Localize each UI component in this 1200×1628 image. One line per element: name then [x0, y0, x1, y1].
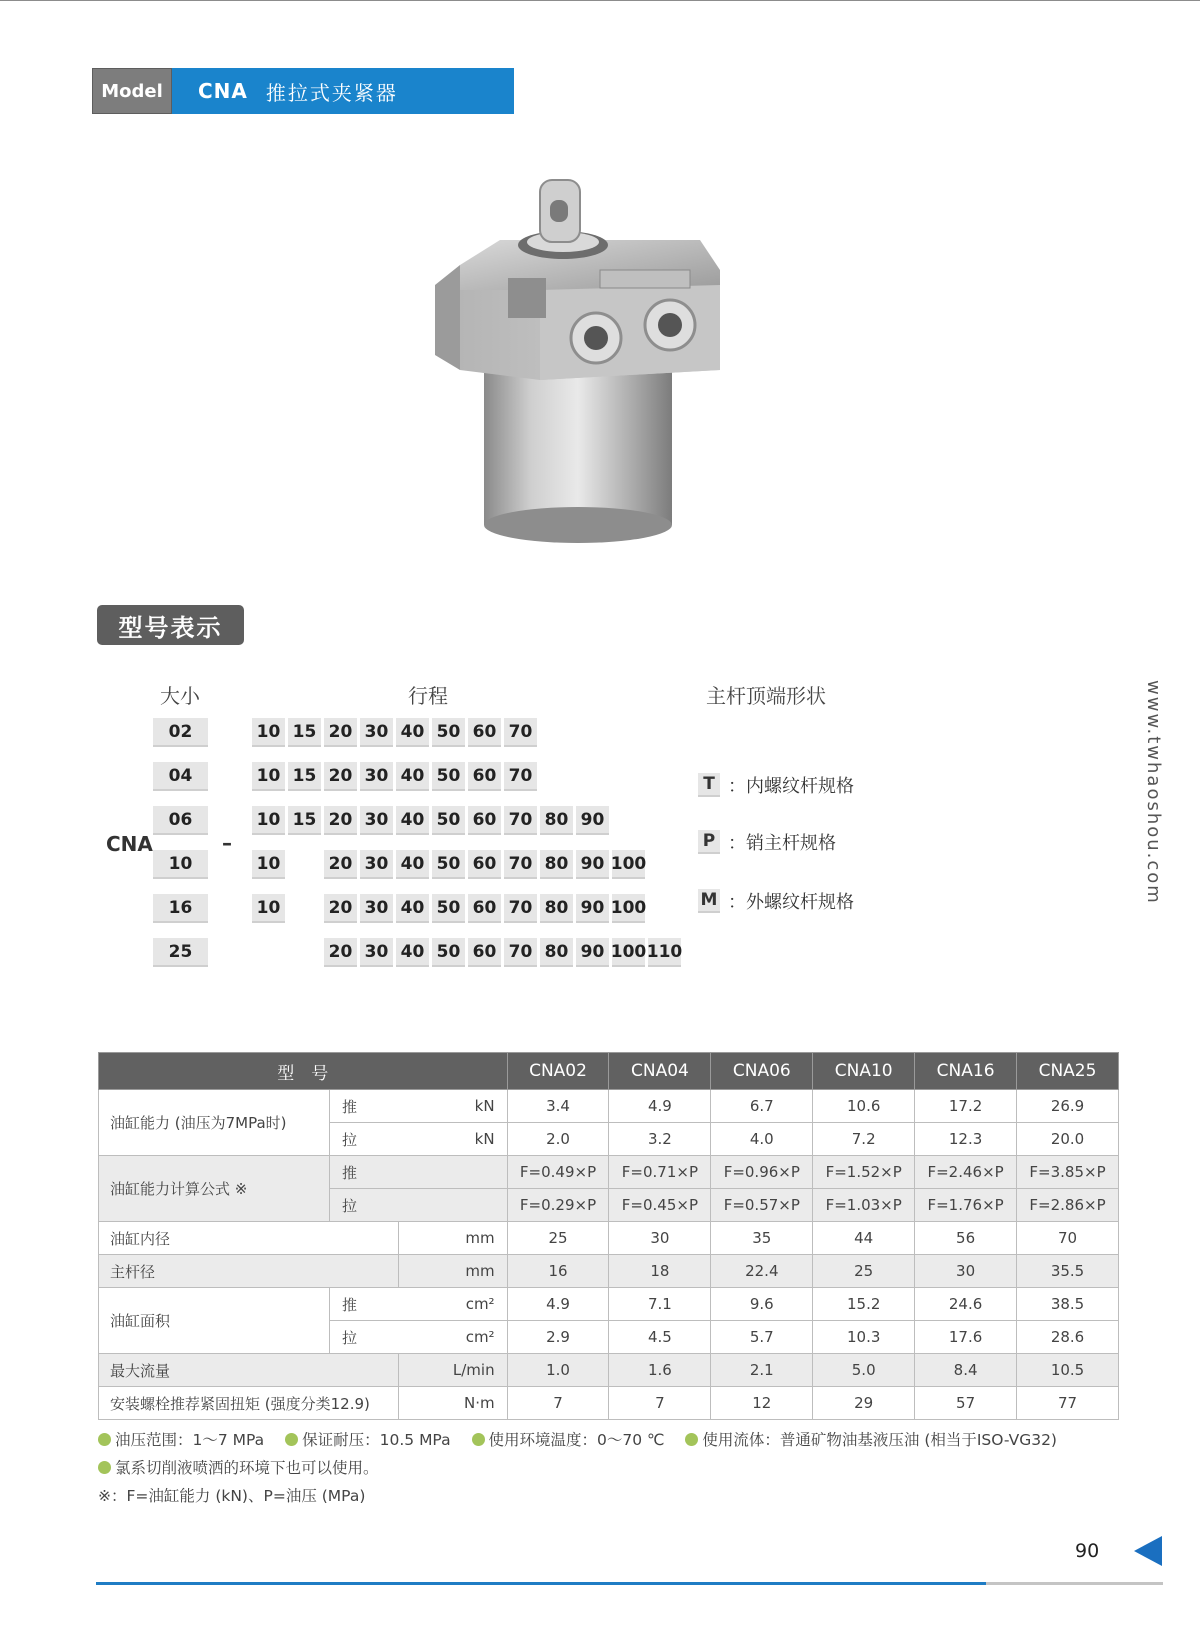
stroke-box: 30 — [360, 850, 393, 879]
product-image — [400, 170, 780, 570]
cell: 1.0 — [507, 1354, 609, 1387]
table-row — [99, 1222, 1119, 1255]
size-box: 10 — [153, 850, 208, 879]
model-header: CNA04 — [609, 1053, 711, 1090]
cell: 25 — [813, 1255, 915, 1288]
cell: 35.5 — [1017, 1255, 1119, 1288]
cell: 10.6 — [813, 1090, 915, 1123]
size-box: 06 — [153, 806, 208, 835]
cell: 7 — [507, 1387, 609, 1420]
table-row — [99, 1354, 1119, 1387]
top-rule — [0, 0, 1200, 1]
stroke-box: 15 — [288, 762, 321, 791]
cell: 3.2 — [609, 1123, 711, 1156]
sub-label: 推 — [330, 1090, 399, 1123]
unit: N·m — [398, 1387, 507, 1420]
table-row — [99, 1090, 1119, 1123]
cell: 4.0 — [711, 1123, 813, 1156]
sub-label: 拉 — [330, 1189, 399, 1222]
cell: F=2.46×P — [915, 1156, 1017, 1189]
cell: 3.4 — [507, 1090, 609, 1123]
stroke-box: 20 — [324, 718, 357, 747]
table-row — [99, 1156, 1119, 1189]
table-header-row — [99, 1053, 1119, 1090]
tip-desc: ：内螺纹杆规格 — [728, 776, 854, 797]
cell: 10.3 — [813, 1321, 915, 1354]
stroke-box: 10 — [252, 718, 285, 747]
stroke-box: 40 — [396, 806, 429, 835]
cell: 2.1 — [711, 1354, 813, 1387]
sub-label: 拉 — [330, 1123, 399, 1156]
cell: 9.6 — [711, 1288, 813, 1321]
row-label: 油缸能力计算公式 ※ — [99, 1156, 330, 1222]
cell: 28.6 — [1017, 1321, 1119, 1354]
stroke-box: 10 — [252, 762, 285, 791]
unit: L/min — [398, 1354, 507, 1387]
cell: 56 — [915, 1222, 1017, 1255]
stroke-box: 70 — [504, 938, 537, 967]
note: 使用流体：普通矿物油基液压油 (相当于ISO-VG32) — [702, 1431, 1057, 1449]
stroke-box: 70 — [504, 850, 537, 879]
tip-desc: ：外螺纹杆规格 — [728, 892, 854, 913]
stroke-box: 90 — [576, 806, 609, 835]
stroke-box: 10 — [252, 850, 285, 879]
cell: 7 — [609, 1387, 711, 1420]
cell: 35 — [711, 1222, 813, 1255]
cell: 7.2 — [813, 1123, 915, 1156]
size-box: 25 — [153, 938, 208, 967]
header-label: 型 号 — [99, 1053, 508, 1090]
cell: 44 — [813, 1222, 915, 1255]
cell: 4.9 — [507, 1288, 609, 1321]
cell: 4.5 — [609, 1321, 711, 1354]
bottom-rule — [96, 1582, 1163, 1585]
row-label: 油缸内径 — [99, 1222, 399, 1255]
stroke-box: 30 — [360, 894, 393, 923]
bullet-icon — [98, 1433, 111, 1446]
model-name: 推拉式夹紧器 — [265, 80, 398, 105]
tip-key: P — [698, 830, 720, 854]
stroke-box: 10 — [252, 894, 285, 923]
size-box: 16 — [153, 894, 208, 923]
unit: mm — [398, 1222, 507, 1255]
cell: 20.0 — [1017, 1123, 1119, 1156]
cell: 7.1 — [609, 1288, 711, 1321]
note: 油压范围：1～7 MPa — [115, 1431, 265, 1449]
note: 保证耐压：10.5 MPa — [302, 1431, 451, 1449]
cell: 29 — [813, 1387, 915, 1420]
stroke-box: 60 — [468, 806, 501, 835]
section-title: 型号表示 — [97, 605, 244, 645]
tip-desc: ：销主杆规格 — [728, 833, 836, 854]
stroke-box: 100 — [612, 894, 645, 923]
stroke-box: 80 — [540, 938, 573, 967]
tip-option-p — [698, 829, 836, 855]
bullet-icon — [285, 1433, 298, 1446]
stroke-box: 10 — [252, 806, 285, 835]
stroke-box: 20 — [324, 806, 357, 835]
cell: 38.5 — [1017, 1288, 1119, 1321]
cell: F=2.86×P — [1017, 1189, 1119, 1222]
designation-prefix: CNA — [106, 832, 153, 856]
bullet-icon — [472, 1433, 485, 1446]
cell: F=0.49×P — [507, 1156, 609, 1189]
stroke-box: 20 — [324, 850, 357, 879]
unit: cm² — [398, 1288, 507, 1321]
stroke-box: 40 — [396, 718, 429, 747]
tip-label: 主杆顶端形状 — [706, 684, 826, 708]
stroke-box: 30 — [360, 806, 393, 835]
stroke-box: 110 — [648, 938, 681, 967]
page-arrow-icon — [1134, 1536, 1162, 1566]
stroke-box: 70 — [504, 894, 537, 923]
stroke-box: 90 — [576, 894, 609, 923]
stroke-box: 40 — [396, 762, 429, 791]
stroke-box: 60 — [468, 718, 501, 747]
cell: F=0.29×P — [507, 1189, 609, 1222]
cell: 5.7 — [711, 1321, 813, 1354]
cell: 6.7 — [711, 1090, 813, 1123]
cell: 30 — [915, 1255, 1017, 1288]
stroke-box: 80 — [540, 850, 573, 879]
sub-label: 拉 — [330, 1321, 399, 1354]
stroke-box: 100 — [612, 938, 645, 967]
tip-key: M — [698, 889, 720, 913]
stroke-box: 30 — [360, 938, 393, 967]
cell: 1.6 — [609, 1354, 711, 1387]
stroke-box: 80 — [540, 806, 573, 835]
stroke-box: 15 — [288, 718, 321, 747]
page-number: 90 — [1075, 1540, 1100, 1562]
model-header: CNA02 — [507, 1053, 609, 1090]
row-label: 油缸面积 — [99, 1288, 330, 1354]
cell: 57 — [915, 1387, 1017, 1420]
cell: F=1.03×P — [813, 1189, 915, 1222]
stroke-box: 80 — [540, 894, 573, 923]
cell: 15.2 — [813, 1288, 915, 1321]
cell: 12.3 — [915, 1123, 1017, 1156]
cell: 30 — [609, 1222, 711, 1255]
designation-dash: – — [222, 831, 232, 855]
cell: 18 — [609, 1255, 711, 1288]
size-box: 02 — [153, 718, 208, 747]
footnote: ※：F=油缸能力 (kN)、P=油压 (MPa) — [98, 1487, 366, 1505]
cell: 70 — [1017, 1222, 1119, 1255]
unit: kN — [398, 1123, 507, 1156]
stroke-box: 50 — [432, 850, 465, 879]
cell: F=0.57×P — [711, 1189, 813, 1222]
cell: 26.9 — [1017, 1090, 1119, 1123]
note: 使用环境温度：0～70 ℃ — [488, 1431, 665, 1449]
stroke-box: 90 — [576, 938, 609, 967]
cell: 17.2 — [915, 1090, 1017, 1123]
table-row — [99, 1255, 1119, 1288]
size-box: 04 — [153, 762, 208, 791]
stroke-box: 15 — [288, 806, 321, 835]
notes — [98, 1426, 1073, 1510]
cell: 2.0 — [507, 1123, 609, 1156]
unit: kN — [398, 1090, 507, 1123]
cell: 16 — [507, 1255, 609, 1288]
website-url: www.twhaoshou.com — [1143, 680, 1164, 905]
tip-option-m — [698, 888, 854, 914]
header-title — [172, 68, 514, 114]
cell: F=1.76×P — [915, 1189, 1017, 1222]
cell: 2.9 — [507, 1321, 609, 1354]
row-label: 安装螺栓推荐紧固扭矩 (强度分类12.9) — [99, 1387, 399, 1420]
stroke-box: 40 — [396, 938, 429, 967]
unit: mm — [398, 1255, 507, 1288]
stroke-box: 20 — [324, 894, 357, 923]
table-row — [99, 1288, 1119, 1321]
stroke-box: 30 — [360, 718, 393, 747]
cell: 17.6 — [915, 1321, 1017, 1354]
cell: 25 — [507, 1222, 609, 1255]
row-label: 最大流量 — [99, 1354, 399, 1387]
bullet-icon — [685, 1433, 698, 1446]
stroke-box: 50 — [432, 806, 465, 835]
tip-option-t — [698, 772, 854, 798]
stroke-box: 20 — [324, 762, 357, 791]
cell: F=3.85×P — [1017, 1156, 1119, 1189]
cell: 5.0 — [813, 1354, 915, 1387]
cell: 8.4 — [915, 1354, 1017, 1387]
page-header — [92, 68, 514, 114]
unit — [398, 1189, 507, 1222]
row-label: 主杆径 — [99, 1255, 399, 1288]
table-row — [99, 1387, 1119, 1420]
model-header: CNA06 — [711, 1053, 813, 1090]
sub-label: 推 — [330, 1288, 399, 1321]
stroke-box: 50 — [432, 718, 465, 747]
stroke-box: 50 — [432, 894, 465, 923]
model-header: CNA25 — [1017, 1053, 1119, 1090]
spec-table — [98, 1052, 1119, 1420]
stroke-box: 40 — [396, 894, 429, 923]
stroke-box: 30 — [360, 762, 393, 791]
unit — [398, 1156, 507, 1189]
model-code: CNA — [198, 79, 248, 103]
cell: 4.9 — [609, 1090, 711, 1123]
stroke-label: 行程 — [408, 684, 448, 708]
stroke-box: 60 — [468, 938, 501, 967]
tip-key: T — [698, 773, 720, 797]
cell: F=0.96×P — [711, 1156, 813, 1189]
stroke-box: 50 — [432, 938, 465, 967]
model-header: CNA16 — [915, 1053, 1017, 1090]
bullet-icon — [98, 1461, 111, 1474]
stroke-box: 50 — [432, 762, 465, 791]
cell: 22.4 — [711, 1255, 813, 1288]
stroke-box: 60 — [468, 850, 501, 879]
stroke-box: 90 — [576, 850, 609, 879]
stroke-box: 70 — [504, 806, 537, 835]
cell: 24.6 — [915, 1288, 1017, 1321]
unit: cm² — [398, 1321, 507, 1354]
stroke-box: 60 — [468, 762, 501, 791]
model-tag: Model — [92, 68, 172, 114]
stroke-box: 20 — [324, 938, 357, 967]
stroke-box: 70 — [504, 718, 537, 747]
stroke-box: 100 — [612, 850, 645, 879]
stroke-box: 60 — [468, 894, 501, 923]
cell: F=1.52×P — [813, 1156, 915, 1189]
note: 氯系切削液喷洒的环境下也可以使用。 — [115, 1459, 379, 1477]
stroke-box: 70 — [504, 762, 537, 791]
model-header: CNA10 — [813, 1053, 915, 1090]
stroke-box: 40 — [396, 850, 429, 879]
cell: 77 — [1017, 1387, 1119, 1420]
cell: F=0.45×P — [609, 1189, 711, 1222]
sub-label: 推 — [330, 1156, 399, 1189]
cell: 12 — [711, 1387, 813, 1420]
cell: 10.5 — [1017, 1354, 1119, 1387]
row-label: 油缸能力 (油压为7MPa时) — [99, 1090, 330, 1156]
size-label: 大小 — [160, 684, 200, 708]
cell: F=0.71×P — [609, 1156, 711, 1189]
